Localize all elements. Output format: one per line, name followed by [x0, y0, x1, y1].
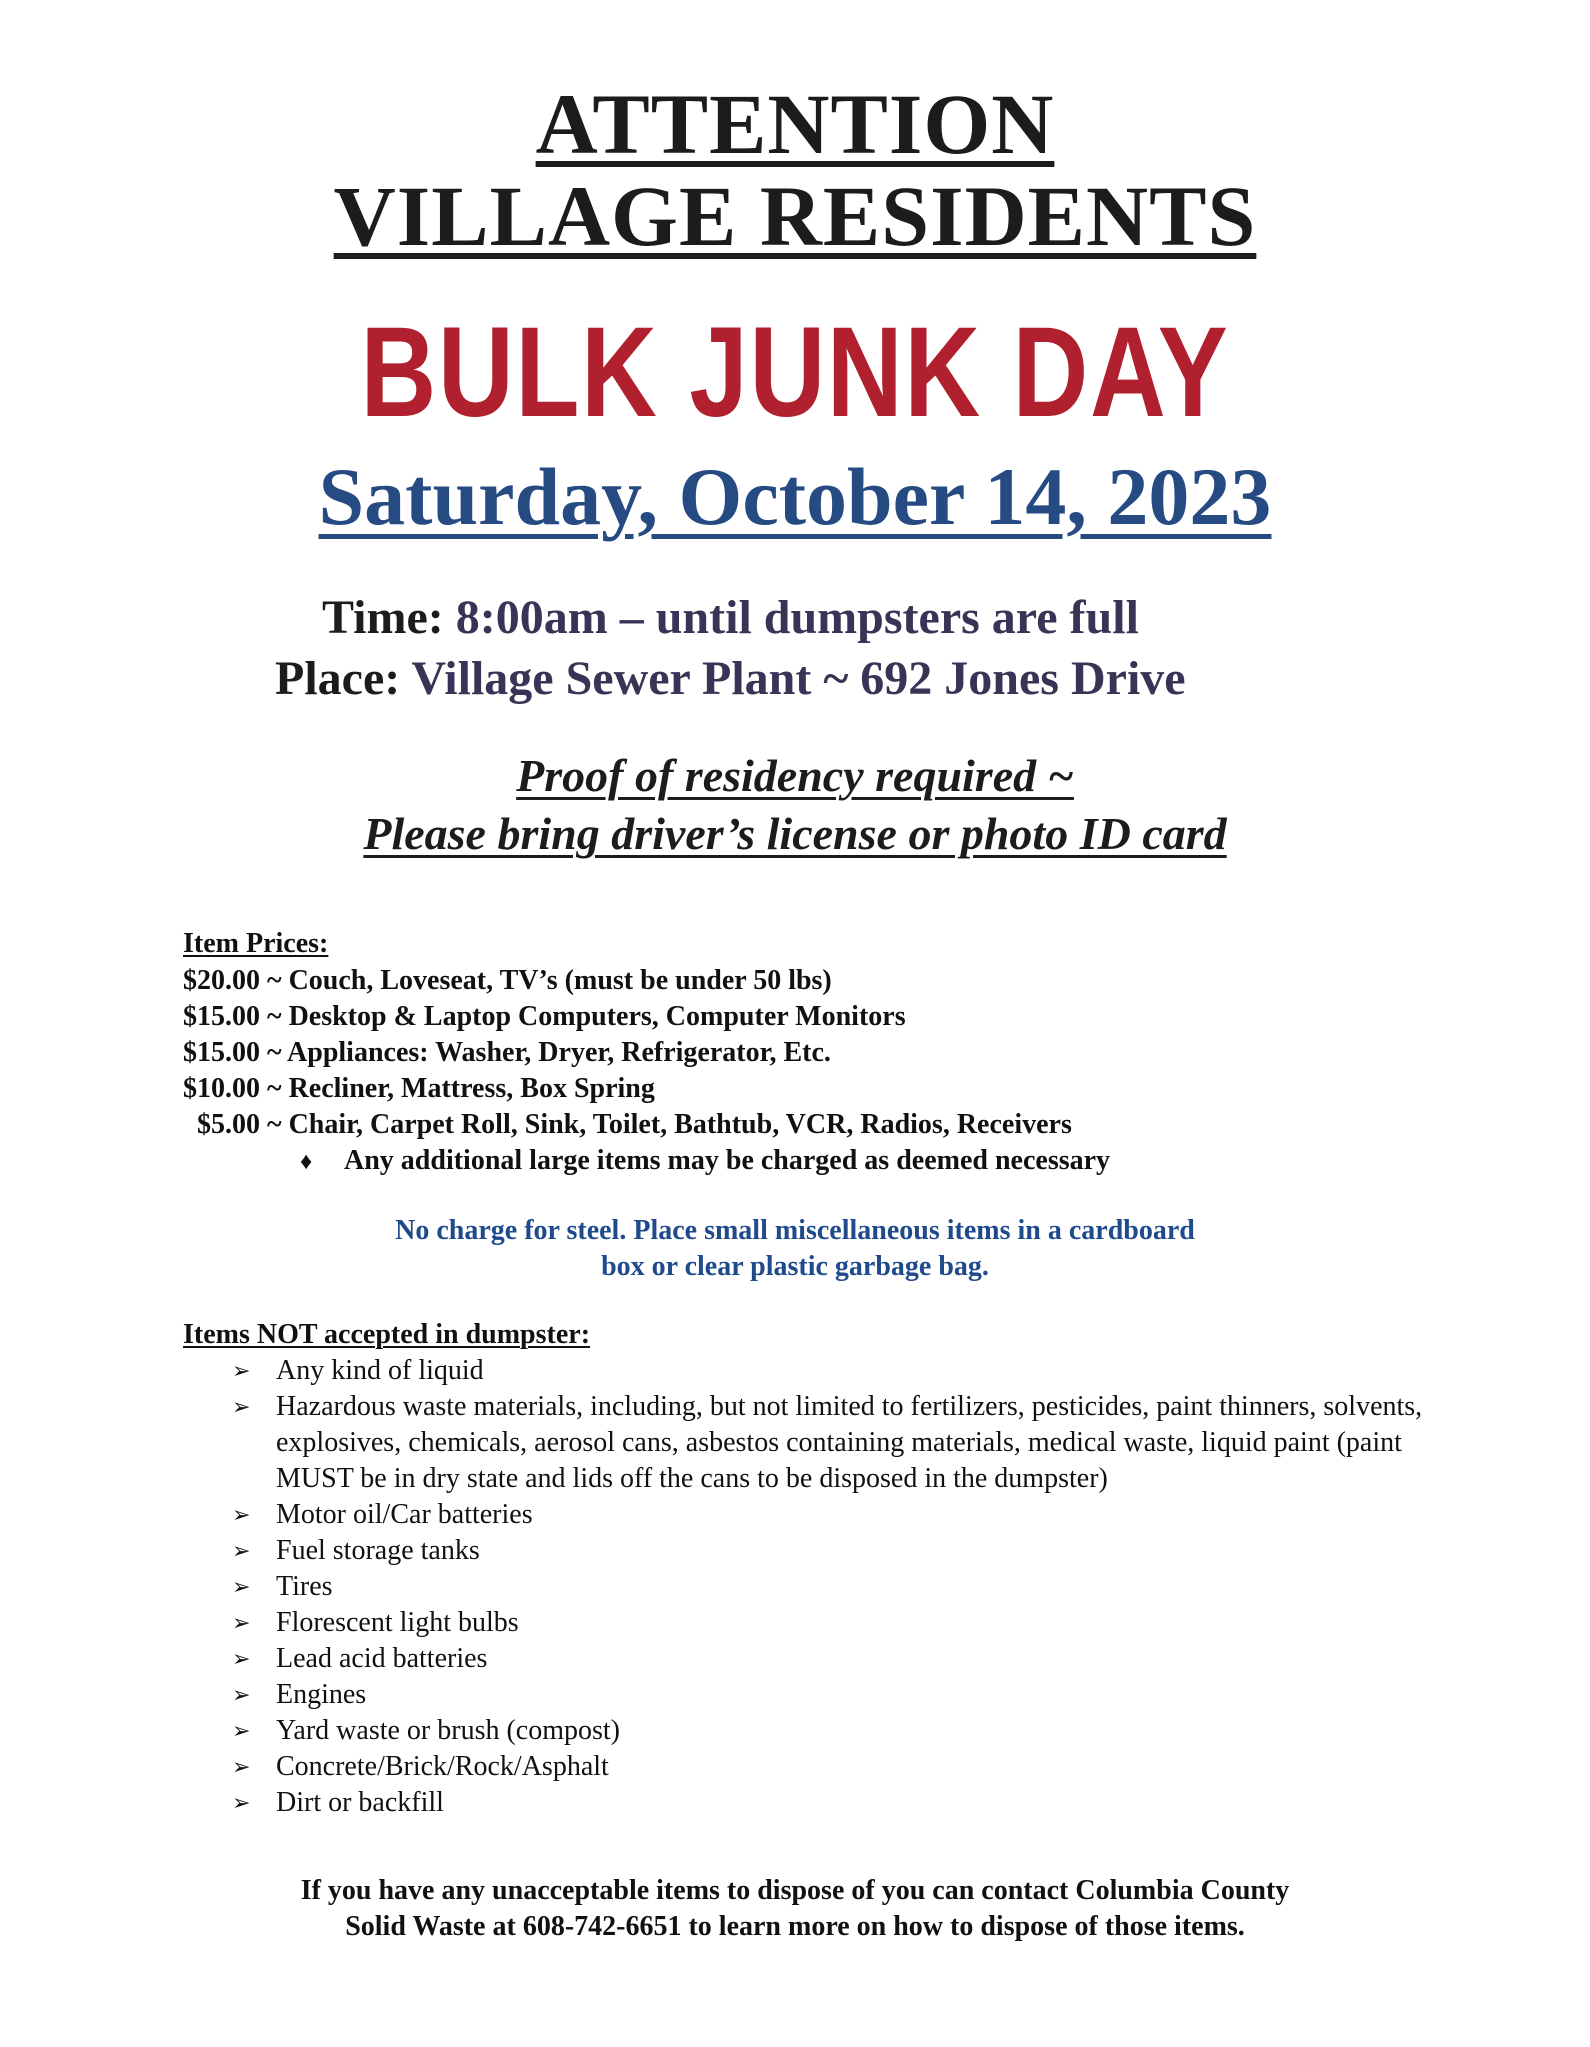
price-separator: ~: [267, 965, 282, 996]
list-item: [232, 1713, 1452, 1749]
list-item: [232, 1569, 1452, 1605]
price-amount: $20.00: [183, 965, 260, 996]
arrow-right-icon: ➢: [232, 1502, 251, 1527]
list-item-text: Yard waste or brush (compost): [276, 1715, 620, 1746]
footer-line2: Solid Waste at 608-742-6651 to learn more on how to dispose of those items.: [345, 1911, 1245, 1942]
additional-charge-note: [300, 1143, 1110, 1180]
price-separator: ~: [267, 1037, 282, 1068]
arrow-right-icon: ➢: [232, 1754, 251, 1779]
list-item: [232, 1641, 1452, 1677]
price-items: Recliner, Mattress, Box Spring: [288, 1073, 655, 1104]
place-label: Place:: [275, 652, 401, 705]
list-item-text: Lead acid batteries: [276, 1643, 488, 1674]
proof-line2-wrap: [0, 806, 1590, 862]
arrow-right-icon: ➢: [232, 1718, 251, 1743]
price-row: [183, 963, 832, 999]
list-item-text: Tires: [276, 1571, 333, 1602]
price-items: Appliances: Washer, Dryer, Refrigerator, Etc.: [287, 1037, 831, 1068]
price-separator: ~: [267, 1109, 282, 1140]
time-label: Time:: [322, 591, 444, 644]
time-line: [322, 589, 1139, 647]
arrow-right-icon: ➢: [232, 1538, 251, 1563]
not-accepted-heading: Items NOT accepted in dumpster:: [183, 1319, 591, 1350]
list-item: [232, 1353, 1452, 1389]
list-item-text: Fuel storage tanks: [276, 1535, 480, 1566]
list-item: [232, 1497, 1452, 1533]
not-accepted-list: [232, 1353, 1452, 1821]
attention-line1: ATTENTION: [535, 76, 1055, 172]
price-amount: $10.00: [183, 1073, 260, 1104]
price-separator: ~: [267, 1001, 282, 1032]
steel-note-line2: box or clear plastic garbage bag.: [601, 1251, 989, 1282]
list-item-text: Hazardous waste materials, including, but not limited to fertilizers, pesticides, paint thinners, solvents, explosives, chemicals, aerosol cans, asbestos containing materials, medical waste, liquid paint (paint MUST be in dry state and lids off the cans to be disposed in the dumpster): [276, 1391, 1423, 1494]
list-item: [232, 1749, 1452, 1785]
list-item: [232, 1389, 1452, 1497]
event-title-wrap: [0, 301, 1590, 444]
item-prices-heading: Item Prices:: [183, 928, 329, 959]
list-item-text: Motor oil/Car batteries: [276, 1499, 533, 1530]
list-item-text: Any kind of liquid: [276, 1355, 484, 1386]
attention-heading: [0, 78, 1590, 170]
event-title: BULK JUNK DAY: [360, 301, 1230, 444]
price-row: [183, 999, 906, 1035]
price-amount: $15.00: [183, 1001, 260, 1032]
arrow-right-icon: ➢: [232, 1574, 251, 1599]
price-items: Couch, Loveseat, TV’s (must be under 50 lbs): [288, 965, 832, 996]
price-amount: $5.00: [197, 1109, 260, 1140]
price-row: [183, 1071, 655, 1107]
diamond-icon: ♦: [300, 1149, 313, 1175]
list-item-text: Florescent light bulbs: [276, 1607, 519, 1638]
residents-heading: [0, 170, 1590, 262]
attention-line2: VILLAGE RESIDENTS: [333, 168, 1257, 264]
price-items: Desktop & Laptop Computers, Computer Monitors: [288, 1001, 906, 1032]
list-item-text: Dirt or backfill: [276, 1787, 444, 1818]
list-item: [232, 1533, 1452, 1569]
time-value: 8:00am – until dumpsters are full: [455, 591, 1139, 644]
arrow-right-icon: ➢: [232, 1790, 251, 1815]
list-item-text: Concrete/Brick/Rock/Asphalt: [276, 1751, 609, 1782]
footer-note: [0, 1873, 1590, 1945]
price-amount: $15.00: [183, 1037, 260, 1068]
price-row: [183, 1035, 831, 1071]
event-date-wrap: [0, 452, 1590, 542]
additional-charge-text: Any additional large items may be charged as deemed necessary: [344, 1145, 1111, 1176]
place-line: [275, 650, 1186, 708]
list-item: [232, 1785, 1452, 1821]
place-value: Village Sewer Plant ~ 692 Jones Drive: [411, 652, 1186, 705]
event-date: Saturday, October 14, 2023: [318, 451, 1272, 542]
price-items: Chair, Carpet Roll, Sink, Toilet, Bathtub, VCR, Radios, Receivers: [288, 1109, 1072, 1140]
price-separator: ~: [267, 1073, 282, 1104]
arrow-right-icon: ➢: [232, 1358, 251, 1383]
proof-line1-wrap: [0, 748, 1590, 804]
footer-line1: If you have any unacceptable items to dispose of you can contact Columbia County: [300, 1875, 1290, 1906]
arrow-right-icon: ➢: [232, 1394, 251, 1419]
arrow-right-icon: ➢: [232, 1682, 251, 1707]
steel-note-line1: No charge for steel. Place small miscellaneous items in a cardboard: [395, 1215, 1195, 1246]
list-item: [232, 1605, 1452, 1641]
arrow-right-icon: ➢: [232, 1646, 251, 1671]
price-row: [197, 1107, 1072, 1143]
proof-line1: Proof of residency required ~: [516, 750, 1074, 801]
list-item-text: Engines: [276, 1679, 367, 1710]
proof-line2: Please bring driver’s license or photo ID card: [363, 808, 1227, 859]
arrow-right-icon: ➢: [232, 1610, 251, 1635]
list-item: [232, 1677, 1452, 1713]
